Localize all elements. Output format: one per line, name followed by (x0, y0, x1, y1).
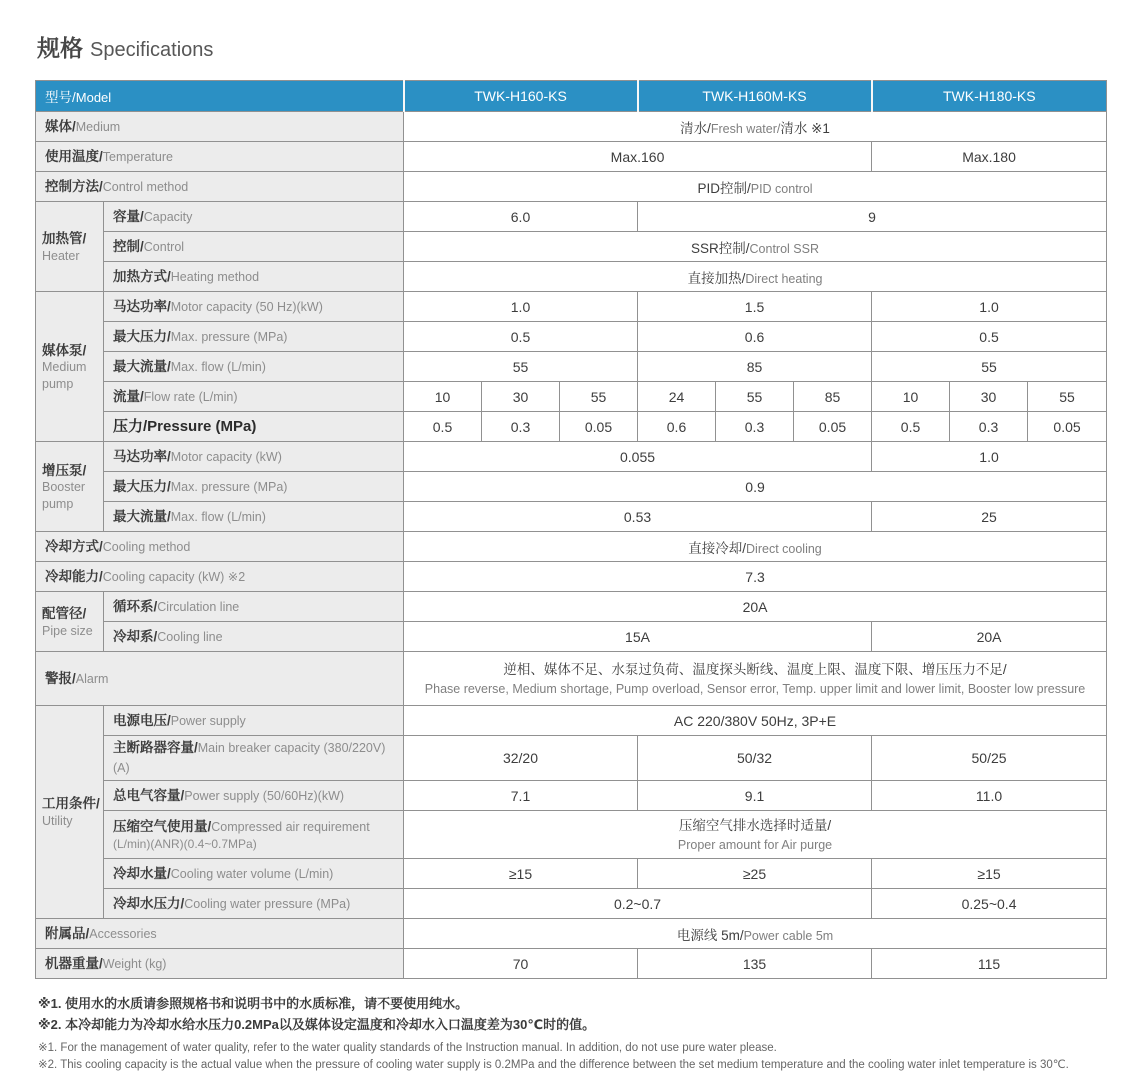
value-cell (404, 112, 1107, 142)
footnote-en-1: ※1. For the management of water quality, refer to the water quality standards of the Instruction manual. In addition, do not use pure water please. (38, 1041, 777, 1054)
value-cell: 11.0 (872, 781, 1107, 811)
row-label-cell (36, 172, 404, 202)
label-zh: 冷却水压力/ (113, 895, 185, 911)
label-en: Cooling water pressure (MPa) (184, 896, 351, 911)
value-part: 清水/ (680, 120, 711, 136)
row-label-cell (36, 532, 404, 562)
label-en: Control (143, 239, 185, 254)
value-part: Direct heating (745, 271, 823, 286)
label-en: Cooling method (102, 539, 191, 554)
label-zh: 马达功率/ (113, 298, 171, 314)
row-bpump-max-pressure (36, 472, 1107, 502)
label-zh: 冷却方式/ (45, 538, 103, 554)
value-cell: 0.05 (794, 412, 872, 442)
row-label-cell (104, 592, 404, 622)
label-zh: 流量/ (113, 388, 144, 404)
group-en: Pipe size (42, 623, 93, 638)
value-cell: 0.5 (872, 412, 950, 442)
row-label-cell (104, 202, 404, 232)
row-mpump-max-flow (36, 352, 1107, 382)
value-cell: 20A (872, 622, 1107, 652)
label-zh: 冷却系/ (113, 628, 158, 644)
value-cell: 30 (950, 382, 1028, 412)
value-cell: 70 (404, 949, 638, 979)
row-label-cell (104, 232, 404, 262)
footnotes (38, 994, 1107, 1074)
row-label-cell (104, 472, 404, 502)
label-en: Cooling water volume (L/min) (170, 866, 334, 881)
label-zh: 主断路器容量/ (113, 740, 198, 756)
value-cell: 0.05 (560, 412, 638, 442)
row-utility-power-supply (36, 706, 1107, 736)
row-mpump-flow-rate (36, 382, 1107, 412)
row-pipe-cooling (36, 622, 1107, 652)
label-en: Power supply (50/60Hz)(kW) (184, 788, 345, 803)
group-en: Heater (42, 248, 80, 263)
label-zh: 马达功率/ (113, 448, 171, 464)
value-cell: ≥25 (638, 859, 872, 889)
value-part: Direct cooling (746, 541, 822, 556)
value-cell (404, 262, 1107, 292)
value-cell: 0.05 (1028, 412, 1107, 442)
label-en: Medium (75, 119, 121, 134)
value-part: 直接冷却/ (688, 540, 747, 556)
model-header-cell: TWK-H160-KS (404, 81, 638, 112)
row-label-cell (104, 382, 404, 412)
value-cell: 115 (872, 949, 1107, 979)
value-cell (404, 811, 1107, 859)
group-en: Medium pump (42, 360, 87, 391)
group-label-cell-booster-pump (36, 442, 104, 532)
label-en: Control method (102, 179, 189, 194)
value-cell: 55 (716, 382, 794, 412)
row-label-cell (104, 442, 404, 472)
label-en: Accessories (89, 926, 157, 941)
label-en: Cooling capacity (kW) ※2 (102, 569, 246, 584)
label-zh: 循环系/ (113, 598, 158, 614)
row-label-cell (104, 859, 404, 889)
row-heating-method (36, 262, 1107, 292)
value-cell: 0.3 (716, 412, 794, 442)
row-label-cell (36, 652, 404, 706)
alarm-line-en: Phase reverse, Medium shortage, Pump overload, Sensor error, Temp. upper limit and lower limit, Booster low pressure (424, 681, 1086, 696)
label-en: Alarm (75, 671, 109, 686)
value-cell: 0.5 (404, 322, 638, 352)
value-cell: 0.5 (404, 412, 482, 442)
alarm-line-zh: 逆相、媒体不足、水泵过负荷、温度探头断线、温度上限、温度下限、增压压力不足/ (503, 662, 1007, 678)
value-cell: ≥15 (872, 859, 1107, 889)
value-cell: 10 (404, 382, 482, 412)
label-zh: 总电气容量/ (113, 787, 185, 803)
page-title-zh: 规格 (37, 35, 83, 61)
value-part: 直接加热/ (687, 270, 746, 286)
row-accessories (36, 919, 1107, 949)
label-en: Capacity (143, 209, 193, 224)
label-en: Max. flow (L/min) (170, 509, 266, 524)
row-medium (36, 112, 1107, 142)
value-cell: 0.6 (638, 322, 872, 352)
row-label-cell (36, 112, 404, 142)
value-cell: 32/20 (404, 736, 638, 781)
label-zh: 电源电压/ (113, 712, 171, 728)
label-en: Cooling line (157, 629, 223, 644)
value-cell: ≥15 (404, 859, 638, 889)
label-en: Pressure (MPa) (147, 417, 257, 435)
label-en: Main breaker capacity (380/220V)(A) (113, 741, 386, 776)
label-zh: 控制方法/ (45, 178, 103, 194)
value-cell: 0.25~0.4 (872, 889, 1107, 919)
value-part: Fresh water/ (710, 121, 781, 136)
value-cell: 30 (482, 382, 560, 412)
row-utility-compressed-air (36, 811, 1107, 859)
label-en: Compressed air requirement (211, 820, 370, 835)
row-label-cell (36, 949, 404, 979)
group-zh: 媒体泵/ (42, 342, 87, 358)
value-cell: 10 (872, 382, 950, 412)
group-en: Booster pump (42, 480, 86, 511)
row-weight (36, 949, 1107, 979)
model-label-en: Model (75, 90, 112, 106)
label-en: Temperature (102, 149, 173, 164)
label-en: Heating method (170, 269, 260, 284)
label-zh: 最大压力/ (113, 328, 171, 344)
value-cell: 0.53 (404, 502, 872, 532)
group-label-cell-pipe-size (36, 592, 104, 652)
label-zh: 媒体/ (45, 118, 76, 134)
label-en: Motor capacity (50 Hz)(kW) (170, 299, 323, 314)
value-cell: 0.055 (404, 442, 872, 472)
value-part: 压缩空气排水选择时适量/ (678, 818, 832, 834)
row-utility-water-pressure (36, 889, 1107, 919)
group-en: Utility (42, 814, 73, 829)
row-label-cell (36, 562, 404, 592)
row-cooling-capacity (36, 562, 1107, 592)
row-label-cell (104, 781, 404, 811)
model-label-cell (36, 81, 404, 112)
specifications-table (35, 80, 1107, 979)
value-cell (404, 919, 1107, 949)
row-bpump-max-flow (36, 502, 1107, 532)
value-part: SSR控制/ (691, 240, 750, 256)
row-pipe-circulation (36, 592, 1107, 622)
label-en: Circulation line (157, 599, 240, 614)
label-en: Weight (kg) (102, 956, 167, 971)
value-cell: 0.2~0.7 (404, 889, 872, 919)
row-control-method (36, 172, 1107, 202)
row-label-cell (104, 622, 404, 652)
label-zh: 冷却能力/ (45, 568, 103, 584)
model-header-cell: TWK-H180-KS (872, 81, 1107, 112)
value-cell: 85 (794, 382, 872, 412)
model-header-cell: TWK-H160M-KS (638, 81, 872, 112)
page-title (37, 26, 1107, 64)
value-part: PID control (750, 181, 813, 196)
value-cell: 24 (638, 382, 716, 412)
value-cell: 55 (872, 352, 1107, 382)
value-cell: 0.3 (950, 412, 1028, 442)
label-zh: 压缩空气使用量/ (113, 819, 212, 835)
footnote-zh-2: ※2. 本冷却能力为冷却水给水压力0.2MPa以及媒体设定温度和冷却水入口温度差为30℃时的值。 (38, 1017, 596, 1033)
value-part: Proper amount for Air purge (677, 837, 833, 852)
group-zh: 增压泵/ (42, 462, 87, 478)
row-heater-capacity (36, 202, 1107, 232)
group-zh: 配管径/ (42, 605, 87, 621)
model-label-zh: 型号/ (45, 90, 76, 106)
label-zh: 加热方式/ (113, 268, 171, 284)
value-cell: 0.3 (482, 412, 560, 442)
label-zh: 容量/ (113, 208, 144, 224)
label-en: Max. flow (L/min) (170, 359, 266, 374)
row-temperature (36, 142, 1107, 172)
label-zh: 最大流量/ (113, 358, 171, 374)
row-heater-control (36, 232, 1107, 262)
group-zh: 工用条件/ (42, 796, 100, 812)
value-cell: 135 (638, 949, 872, 979)
value-cell: 15A (404, 622, 872, 652)
value-cell: 0.9 (404, 472, 1107, 502)
value-cell: Max.180 (872, 142, 1107, 172)
footnote-en-2: ※2. This cooling capacity is the actual value when the pressure of cooling water supply is 0.2MPa and the difference between the set medium temperature and the cooling water inlet temperature is 30℃. (38, 1059, 1069, 1072)
label-zh: 警报/ (45, 670, 76, 686)
label-zh: 使用温度/ (45, 148, 103, 164)
label-zh: 机器重量/ (45, 955, 103, 971)
row-label-cell (104, 502, 404, 532)
label-zh: 压力/ (113, 417, 148, 435)
label-zh: 最大流量/ (113, 508, 171, 524)
row-label-cell (104, 706, 404, 736)
value-cell: 55 (1028, 382, 1107, 412)
value-cell: 50/32 (638, 736, 872, 781)
value-cell: 85 (638, 352, 872, 382)
value-part: Control SSR (749, 241, 820, 256)
page-title-en: Specifications (90, 39, 214, 61)
value-cell (404, 532, 1107, 562)
group-label-cell-heater (36, 202, 104, 292)
value-cell: 0.6 (638, 412, 716, 442)
row-bpump-motor (36, 442, 1107, 472)
value-part: 清水 ※1 (780, 120, 830, 136)
label-zh: 附属品/ (45, 925, 90, 941)
row-label-cell (104, 322, 404, 352)
label-zh: 冷却水量/ (113, 865, 171, 881)
value-part: PID控制/ (697, 180, 751, 196)
value-cell (404, 652, 1107, 706)
group-zh: 加热管/ (42, 230, 87, 246)
value-cell (404, 172, 1107, 202)
value-cell: 1.5 (638, 292, 872, 322)
value-cell: 1.0 (872, 292, 1107, 322)
row-label-cell (104, 352, 404, 382)
value-cell: 20A (404, 592, 1107, 622)
value-cell: 9 (638, 202, 1107, 232)
group-label-cell-utility (36, 706, 104, 919)
label-en2: (L/min)(ANR)(0.4~0.7MPa) (113, 837, 257, 852)
row-cooling-method (36, 532, 1107, 562)
label-en: Max. pressure (MPa) (170, 479, 288, 494)
row-mpump-max-pressure (36, 322, 1107, 352)
value-cell: 7.3 (404, 562, 1107, 592)
value-cell: 9.1 (638, 781, 872, 811)
header-row (36, 81, 1107, 112)
row-mpump-motor (36, 292, 1107, 322)
value-cell: Max.160 (404, 142, 872, 172)
value-cell: 7.1 (404, 781, 638, 811)
value-cell: AC 220/380V 50Hz, 3P+E (404, 706, 1107, 736)
label-en: Motor capacity (kW) (170, 449, 282, 464)
label-en: Max. pressure (MPa) (170, 329, 288, 344)
row-label-cell (104, 889, 404, 919)
row-label-cell (36, 142, 404, 172)
value-part: 电源线 5m/ (676, 927, 744, 943)
value-cell (404, 232, 1107, 262)
label-en: Power supply (170, 713, 246, 728)
row-label-cell (104, 262, 404, 292)
value-cell: 25 (872, 502, 1107, 532)
value-cell: 55 (560, 382, 638, 412)
row-label-cell (36, 919, 404, 949)
row-label-cell (104, 736, 404, 781)
row-utility-total-power (36, 781, 1107, 811)
label-en: Flow rate (L/min) (143, 389, 238, 404)
row-utility-cooling-water (36, 859, 1107, 889)
row-utility-breaker (36, 736, 1107, 781)
label-zh: 控制/ (113, 238, 144, 254)
value-cell: 0.5 (872, 322, 1107, 352)
row-alarm (36, 652, 1107, 706)
value-cell: 6.0 (404, 202, 638, 232)
value-cell: 1.0 (404, 292, 638, 322)
value-part: Power cable 5m (743, 928, 834, 943)
value-cell: 50/25 (872, 736, 1107, 781)
row-label-cell (104, 292, 404, 322)
footnote-zh-1: ※1. 使用水的水质请参照规格书和说明书中的水质标准，请不要使用纯水。 (38, 996, 469, 1012)
row-label-cell (104, 412, 404, 442)
row-mpump-pressure (36, 412, 1107, 442)
value-cell: 55 (404, 352, 638, 382)
group-label-cell-medium-pump (36, 292, 104, 442)
value-cell: 1.0 (872, 442, 1107, 472)
label-zh: 最大压力/ (113, 478, 171, 494)
row-label-cell (104, 811, 404, 859)
